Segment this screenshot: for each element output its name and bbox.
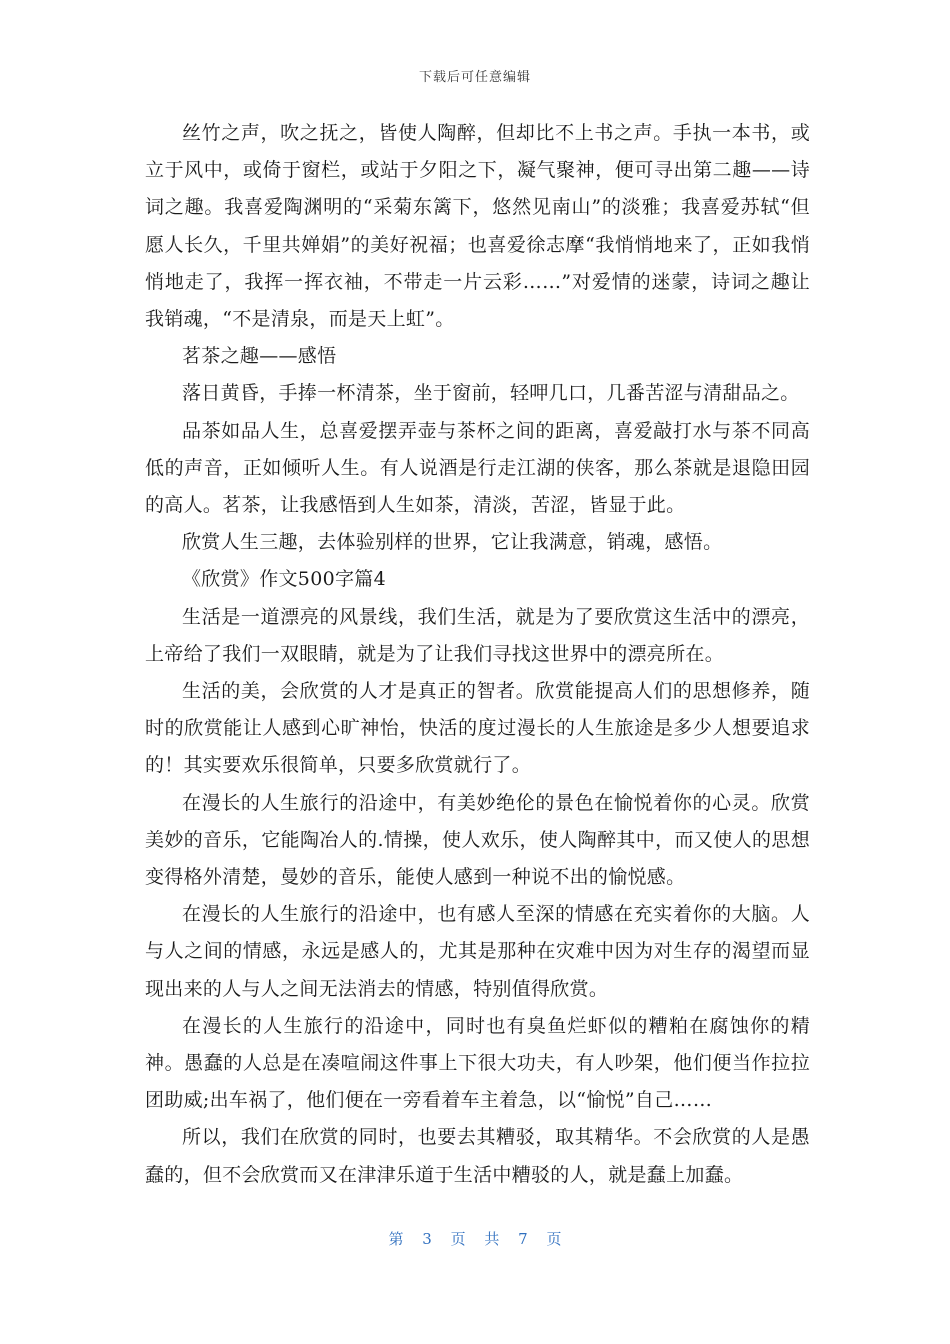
paragraph: 在漫长的人生旅行的沿途中，有美妙绝伦的景色在愉悦着你的心灵。欣赏美妙的音乐，它能陶冶人的.情操，使人欢乐，使人陶醉其中，而又使人的思想变得格外清楚，曼妙的音乐，能使人感到一种说不出的愉悦感。: [145, 791, 810, 889]
page-header: 下载后可任意编辑: [418, 70, 531, 85]
paragraph: 在漫长的人生旅行的沿途中，同时也有臭鱼烂虾似的糟粕在腐蚀你的精神。愚蠢的人总是在凑喧闹这件事上下很大功夫，有人吵架，他们便当作拉拉团助威;出车祸了，他们便在一旁看着车主着急，以“愉悦”自己……: [145, 1014, 810, 1112]
paragraph: 落日黄昏，手捧一杯清茶，坐于窗前，轻呷几口，几番苦涩与清甜品之。: [182, 382, 800, 405]
paragraph: 生活是一道漂亮的风景线，我们生活，就是为了要欣赏这生活中的漂亮，上帝给了我们一双眼睛，就是为了让我们寻找这世界中的漂亮所在。: [145, 605, 810, 665]
paragraph: 品茶如品人生，总喜爱摆弄壶与茶杯之间的距离，喜爱敲打水与茶不同高低的声音，正如倾听人生。有人说酒是行走江湖的侠客，那么茶就是退隐田园的高人。茗茶，让我感悟到人生如茶，清淡，苦涩，皆显于此。: [145, 419, 810, 517]
paragraph: 在漫长的人生旅行的沿途中，也有感人至深的情感在充实着你的大脑。人与人之间的情感，永远是感人的，尤其是那种在灾难中因为对生存的渴望而显现出来的人与人之间无法消去的情感，特别值得欣赏。: [145, 903, 810, 1000]
essay-title: 《欣赏》作文500字篇4: [182, 568, 386, 591]
paragraph: 生活的美，会欣赏的人才是真正的智者。欣赏能提高人们的思想修养，随时的欣赏能让人感到心旷神怡，快活的度过漫长的人生旅途是多少人想要追求的！其实要欢乐很简单，只要多欣赏就行了。: [145, 680, 810, 777]
paragraph: 丝竹之声，吹之抚之，皆使人陶醉，但却比不上书之声。手执一本书，或立于风中，或倚于窗栏，或站于夕阳之下，凝气聚神，便可寻出第二趣——诗词之趣。我喜爱陶渊明的“采菊东篱下，悠然见南山”的淡雅；我喜爱苏轼“但愿人长久，千里共婵娟”的美好祝福；也喜爱徐志摩“我悄悄地来了，正如我悄悄地走了，我挥一挥衣袖，不带走一片云彩……”对爱情的迷蒙，诗词之趣让我销魂，“不是清泉，而是天上虹”。: [145, 122, 810, 331]
paragraph: 欣赏人生三趣，去体验别样的世界，它让我满意，销魂，感悟。: [182, 531, 723, 554]
page-number: 第 3 页 共 7 页: [388, 1230, 562, 1248]
section-heading: 茗茶之趣——感悟: [182, 345, 337, 368]
document-body: [145, 115, 810, 1194]
paragraph: 所以，我们在欣赏的同时，也要去其糟驳，取其精华。不会欣赏的人是愚蠢的，但不会欣赏而又在津津乐道于生活中糟驳的人，就是蠢上加蠢。: [145, 1126, 810, 1186]
